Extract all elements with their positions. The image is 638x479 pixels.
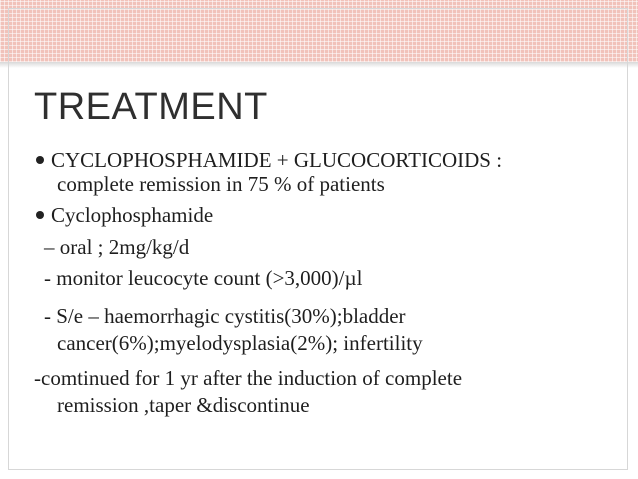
line-text-1: CYCLOPHOSPHAMIDE + GLUCOCORTICOIDS : — [51, 148, 503, 172]
line-5: - monitor leucocyte count (>3,000)/µl — [44, 266, 363, 290]
line-4: – oral ; 2mg/kg/d — [44, 235, 190, 259]
line-9: remission ,taper &discontinue — [57, 393, 310, 417]
bullet-line-3 — [36, 203, 213, 227]
line-text-3: Cyclophosphamide — [51, 203, 214, 227]
bullet-line-1 — [36, 148, 502, 172]
line-6: - S/e – haemorrhagic cystitis(30%);bladder — [44, 304, 406, 328]
line-2: complete remission in 75 % of patients — [57, 172, 385, 196]
slide-title: TREATMENT — [34, 86, 268, 128]
line-7: cancer(6%);myelodysplasia(2%); infertility — [57, 331, 423, 355]
bullet-icon — [36, 211, 44, 219]
bullet-icon — [36, 156, 44, 164]
line-8: -comtinued for 1 yr after the induction of complete — [34, 366, 463, 390]
